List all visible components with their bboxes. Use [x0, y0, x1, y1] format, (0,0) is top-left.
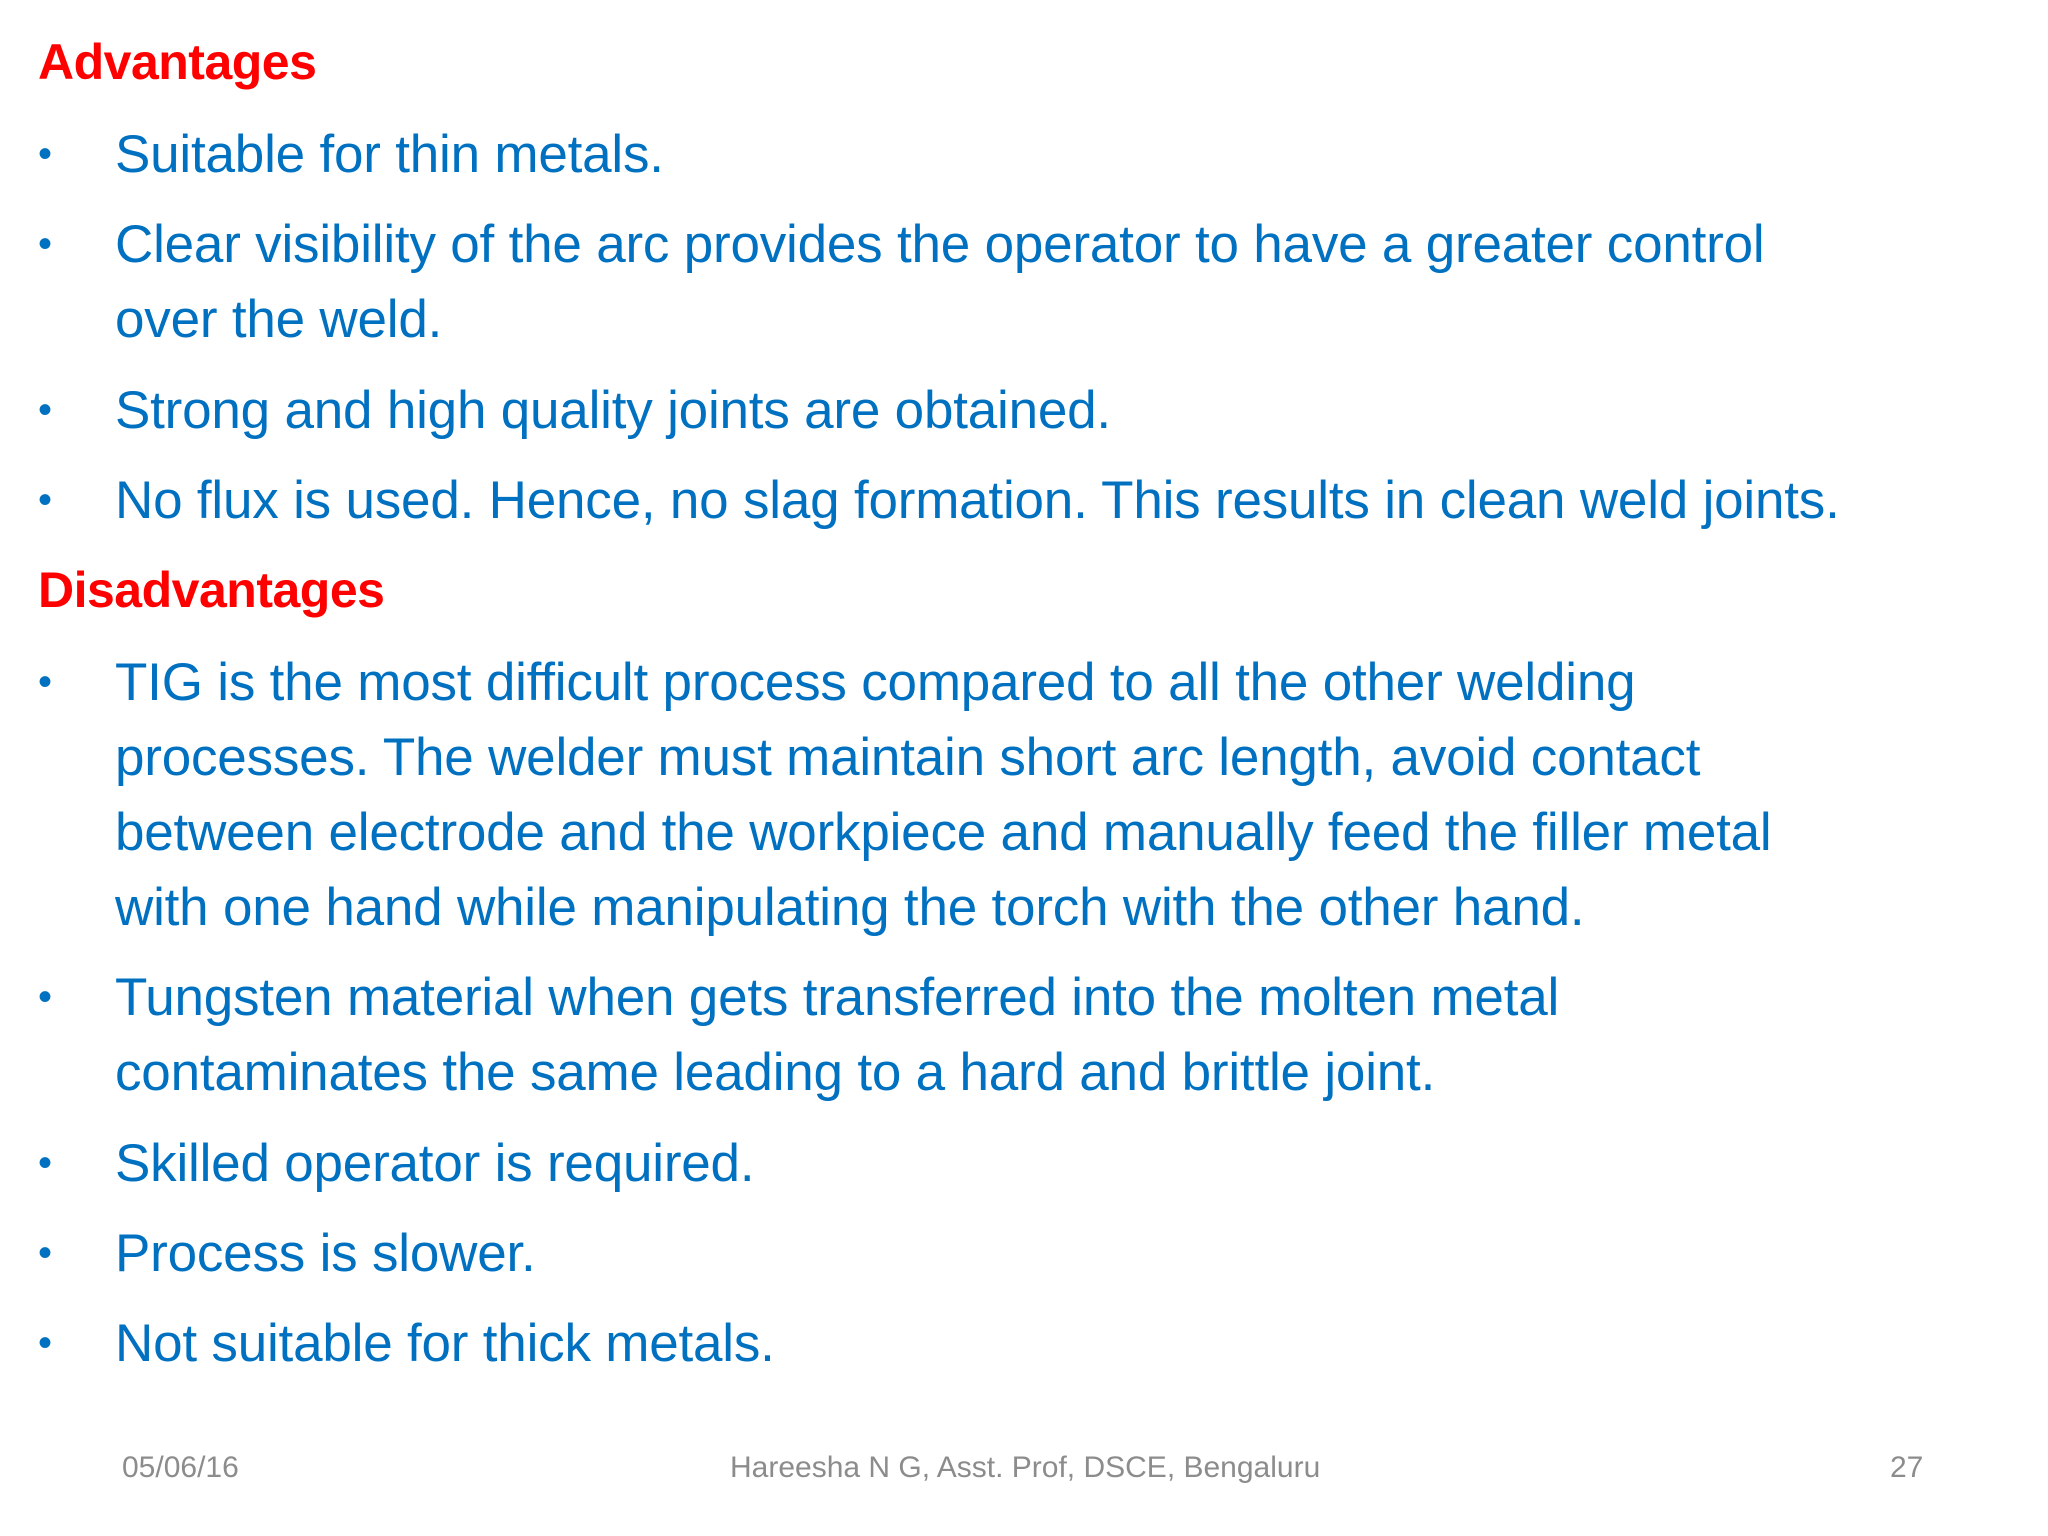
bullet-icon: •	[38, 222, 53, 266]
advantage-item-text: Clear visibility of the arc provides the operator to have a greater control over the weld.	[115, 215, 1765, 349]
disadvantage-item-text: Process is slower.	[115, 1224, 536, 1283]
bullet-icon: •	[38, 975, 53, 1019]
advantage-item-text: No flux is used. Hence, no slag formation. This results in clean weld joints.	[115, 471, 1840, 530]
advantage-item-text: Suitable for thin metals.	[115, 125, 664, 184]
bullet-icon: •	[38, 478, 53, 522]
disadvantage-item-text: TIG is the most difficult process compared to all the other welding processes. The welder must maintain short arc length, avoid contact between electrode and the workpiece and manually feed the filler metal with one hand while manipulating the torch with the other hand.	[115, 653, 1772, 937]
bullet-icon: •	[38, 1141, 53, 1185]
disadvantage-item-text: Not suitable for thick metals.	[115, 1314, 775, 1373]
advantage-item-text: Strong and high quality joints are obtained.	[115, 381, 1111, 440]
advantages-heading: Advantages	[38, 34, 317, 90]
disadvantages-heading: Disadvantages	[38, 562, 385, 618]
disadvantage-item-text: Skilled operator is required.	[115, 1134, 755, 1193]
footer-date: 05/06/16	[122, 1451, 239, 1484]
bullet-icon: •	[38, 388, 53, 432]
bullet-icon: •	[38, 1231, 53, 1275]
footer-author: Hareesha N G, Asst. Prof, DSCE, Bengaluru	[730, 1451, 1321, 1484]
footer-page-number: 27	[1890, 1451, 1924, 1484]
bullet-icon: •	[38, 132, 53, 176]
bullet-icon: •	[38, 1321, 53, 1365]
disadvantage-item-text: Tungsten material when gets transferred into the molten metal contaminates the same leading to a hard and brittle joint.	[115, 968, 1560, 1102]
bullet-icon: •	[38, 660, 53, 704]
